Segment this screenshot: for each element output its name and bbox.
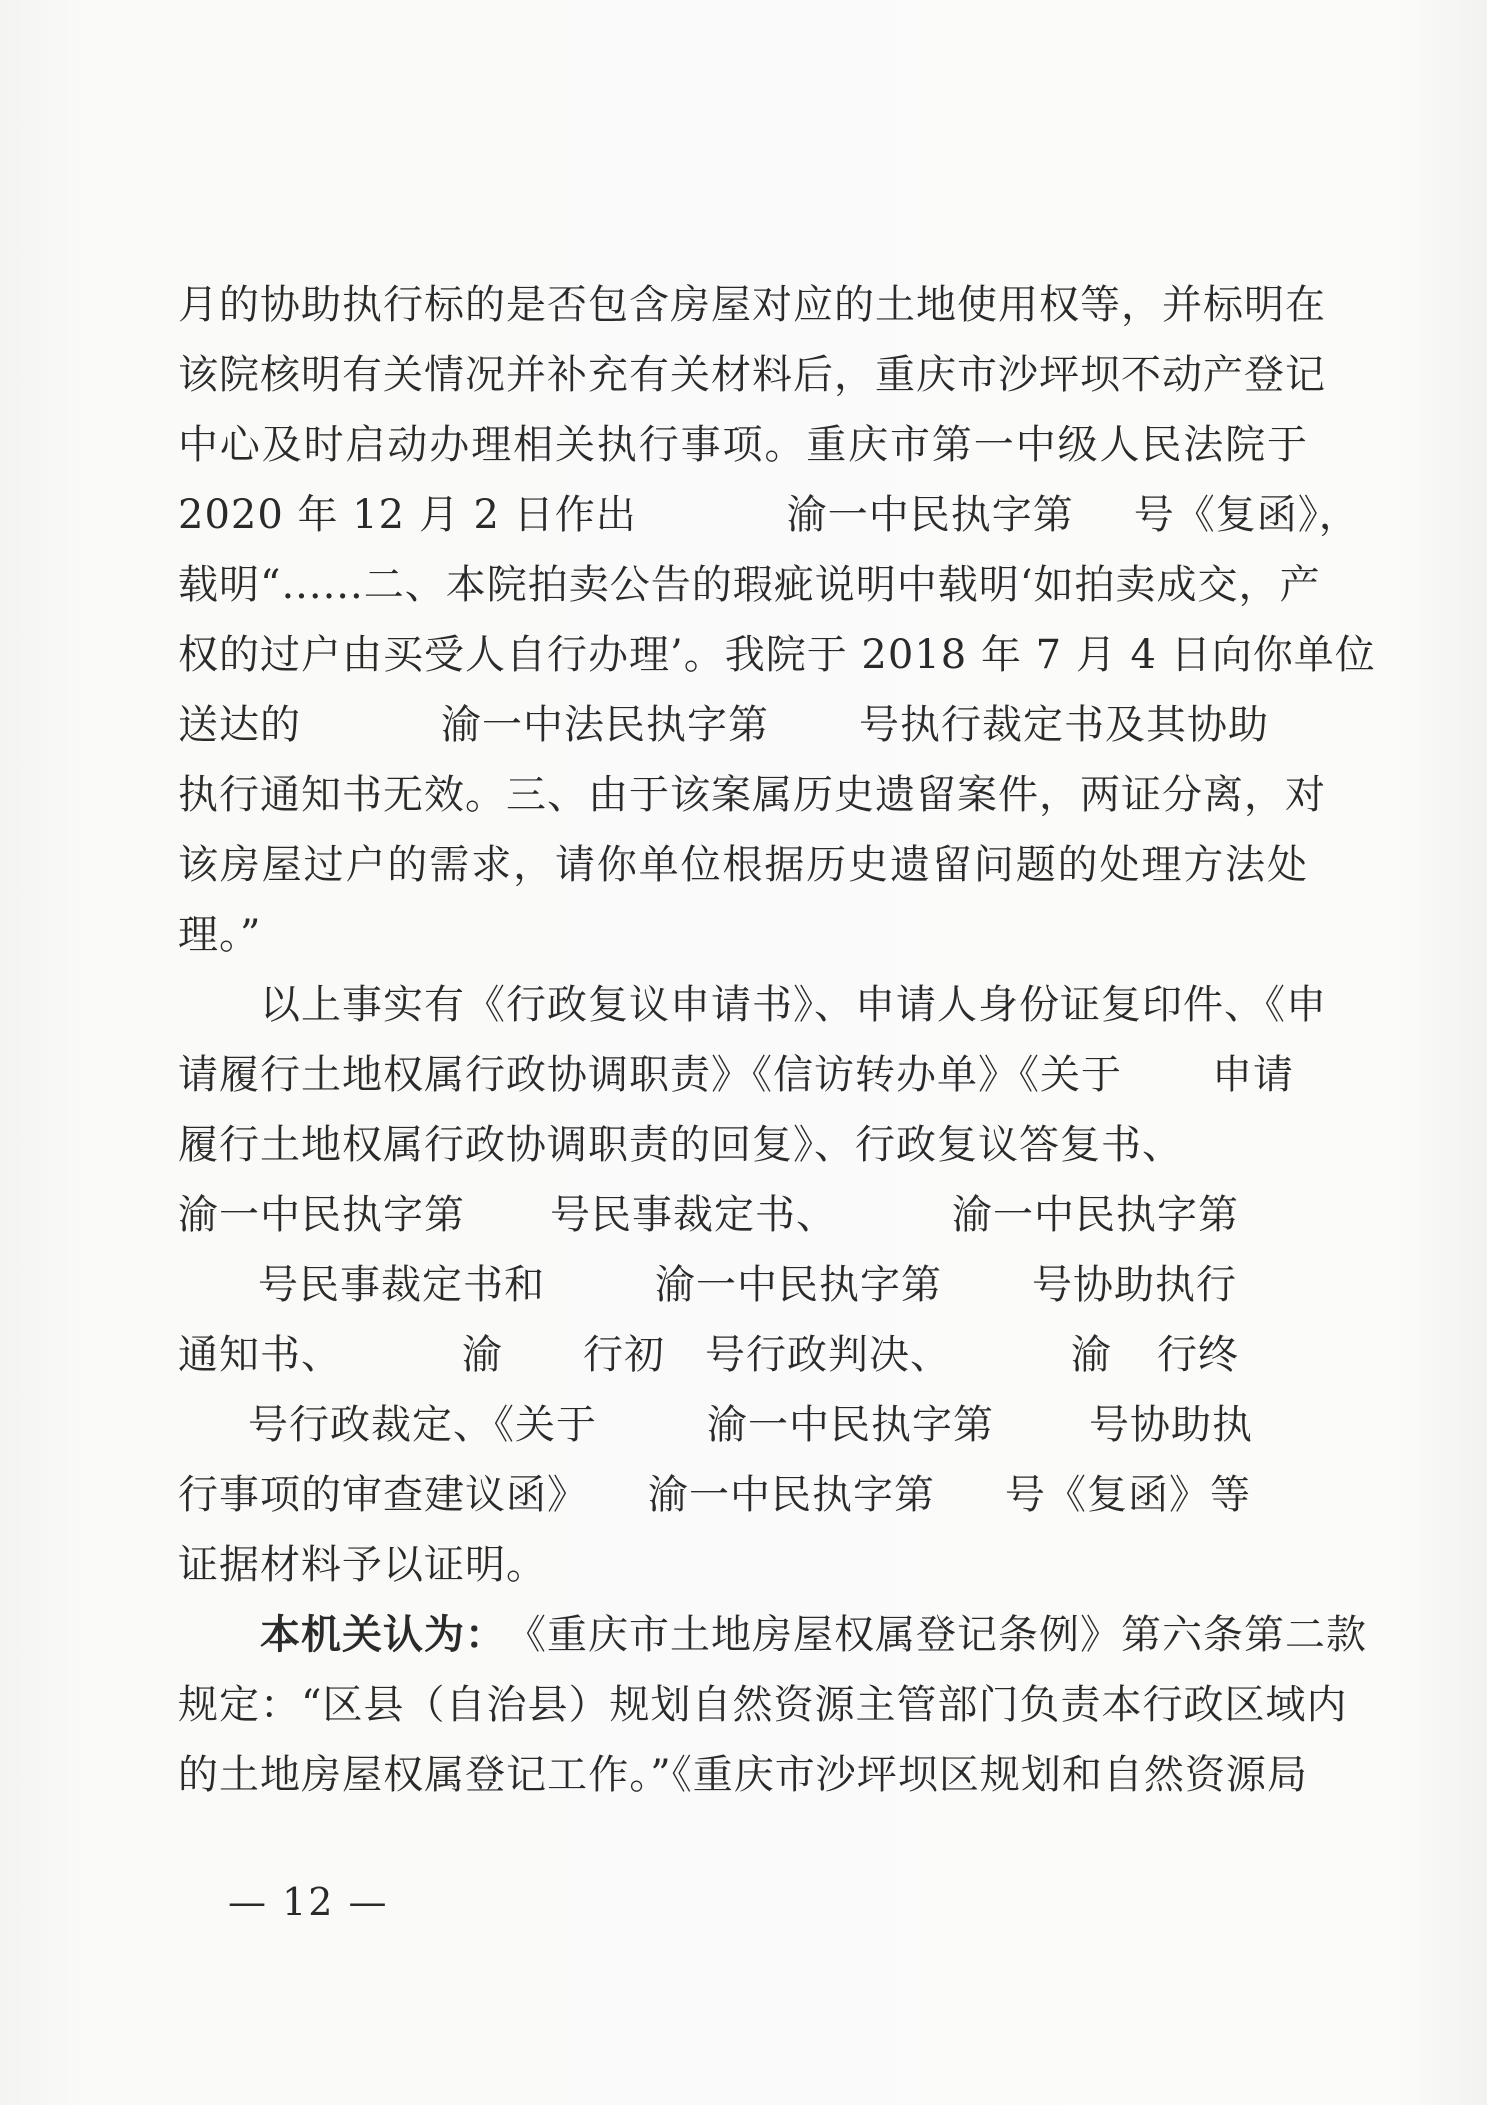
text-segment: 行终 [1157, 1332, 1239, 1378]
text-segment: 行初 [583, 1332, 665, 1378]
text-line [178, 1460, 1308, 1530]
text-line: 权的过户由买受人自行办理’。我院于 2018 年 7 月 4 日向你单位 [178, 632, 1376, 678]
text-segment: 号协助执 [1089, 1402, 1253, 1448]
text-line: 理。” [178, 912, 262, 958]
text-segment: 渝一中民执字第 [707, 1402, 994, 1448]
text-line [178, 690, 1308, 760]
text-line [178, 480, 1360, 550]
text-line: 中心及时启动办理相关执行事项。重庆市第一中级人民法院于 [178, 422, 1308, 468]
text-segment: 号协助执行 [1032, 1262, 1237, 1308]
text-line [178, 1390, 1308, 1460]
text-segment: 申请 [1212, 1052, 1294, 1098]
text-segment: 渝 [1071, 1332, 1112, 1378]
text-line: 载明“......二、本院拍卖公告的瑕疵说明中载明‘如拍卖成交，产 [178, 562, 1321, 608]
text-line: 证据材料予以证明。 [178, 1542, 547, 1588]
text-line [178, 1180, 1308, 1250]
text-segment: 2020 年 12 月 2 日作出 [178, 492, 637, 538]
document-body [178, 270, 1376, 1810]
text-segment: 号民事裁定书和 [258, 1262, 545, 1308]
text-segment: 渝一中法民执字第 [441, 702, 769, 748]
text-line [178, 1320, 1308, 1390]
text-segment: 渝一中民执字第 [648, 1472, 935, 1518]
text-segment: 号《复函》， [1133, 492, 1360, 538]
text-line: 规定：“区县（自治县）规划自然资源主管部门负责本行政区域内 [178, 1682, 1348, 1728]
text-segment: 《重庆市土地房屋权属登记条例》第六条第二款 [506, 1612, 1367, 1658]
text-segment: 号《复函》等 [1005, 1472, 1251, 1518]
text-segment: 渝一中民执字第 [786, 492, 1074, 538]
text-line: 以上事实有《行政复议申请书》、申请人身份证复印件、《申 [260, 982, 1327, 1028]
text-segment: 请履行土地权属行政协调职责》《信访转办单》《关于 [178, 1052, 1122, 1098]
text-line: 履行土地权属行政协调职责的回复》、行政复议答复书、 [178, 1122, 1183, 1168]
text-segment: 号行政判决、 [705, 1332, 951, 1378]
text-line [178, 1040, 1308, 1110]
text-line: 月的协助执行标的是否包含房屋对应的土地使用权等，并标明在 [178, 282, 1326, 328]
page-number: — 12 — [228, 1880, 389, 1924]
conclusion-heading: 本机关认为： [260, 1611, 506, 1658]
text-line: 该房屋过户的需求，请你单位根据历史遗留问题的处理方法处 [178, 842, 1308, 888]
text-segment: 通知书、 [178, 1332, 342, 1378]
text-line: 执行通知书无效。三、由于该案属历史遗留案件，两证分离，对 [178, 772, 1326, 818]
text-segment: 渝一中民执字第 [655, 1262, 942, 1308]
text-segment: 渝一中民执字第 [952, 1192, 1239, 1238]
text-segment: 号执行裁定书及其协助 [859, 702, 1269, 748]
text-segment: 号行政裁定、《关于 [248, 1402, 597, 1448]
text-line [178, 1250, 1308, 1320]
text-segment: 渝一中民执字第 [178, 1192, 465, 1238]
text-segment: 送达的 [178, 702, 301, 748]
text-segment: 行事项的审查建议函》 [178, 1472, 588, 1518]
text-segment: 号民事裁定书、 [550, 1192, 837, 1238]
text-line: 该院核明有关情况并补充有关材料后，重庆市沙坪坝不动产登记 [178, 352, 1326, 398]
text-line [178, 1600, 1367, 1670]
text-line: 的土地房屋权属登记工作。”《重庆市沙坪坝区规划和自然资源局 [178, 1752, 1308, 1798]
text-segment: 渝 [462, 1332, 503, 1378]
